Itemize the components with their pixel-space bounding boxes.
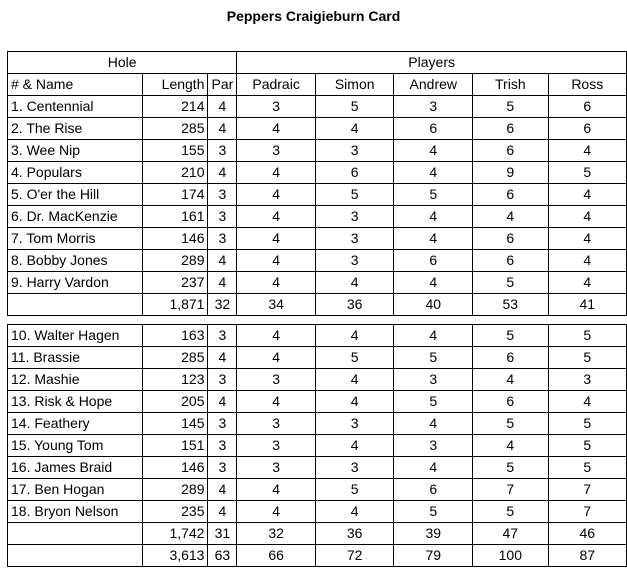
player-score: 4 [315, 118, 394, 140]
player-score: 4 [237, 501, 316, 523]
player-score: 4 [315, 325, 394, 347]
player-score: 4 [548, 272, 626, 294]
hole-row [8, 369, 627, 391]
hole-length: 155 [142, 140, 208, 162]
hole-length: 235 [142, 501, 208, 523]
player-score: 3 [315, 413, 394, 435]
player-score: 7 [548, 479, 626, 501]
player-total: 34 [237, 294, 316, 316]
player-score: 7 [548, 501, 626, 523]
hole-length: 161 [142, 206, 208, 228]
player-score: 4 [548, 206, 626, 228]
player-score: 5 [548, 435, 626, 457]
player-score: 4 [394, 325, 473, 347]
hole-length: 146 [142, 457, 208, 479]
hole-length: 285 [142, 347, 208, 369]
player-total: 47 [473, 523, 548, 545]
hole-name: 11. Brassie [8, 347, 143, 369]
player-score: 6 [473, 118, 548, 140]
player-score: 5 [473, 501, 548, 523]
hole-row [8, 435, 627, 457]
hole-row [8, 501, 627, 523]
player-score: 4 [237, 391, 316, 413]
player-score: 3 [237, 96, 316, 118]
hole-name: 14. Feathery [8, 413, 143, 435]
hole-row [8, 391, 627, 413]
player-header: Andrew [394, 74, 473, 96]
player-score: 6 [548, 118, 626, 140]
player-score: 6 [548, 96, 626, 118]
hole-length: 205 [142, 391, 208, 413]
player-score: 4 [394, 457, 473, 479]
player-score: 4 [394, 206, 473, 228]
player-score: 4 [237, 347, 316, 369]
hole-par: 4 [208, 347, 237, 369]
player-score: 5 [548, 162, 626, 184]
hole-length: 289 [142, 250, 208, 272]
hole-row [8, 457, 627, 479]
player-score: 5 [315, 347, 394, 369]
hole-length: 285 [142, 118, 208, 140]
total-label-cell [8, 523, 143, 545]
player-total: 40 [394, 294, 473, 316]
player-score: 4 [237, 479, 316, 501]
player-score: 5 [473, 457, 548, 479]
player-score: 9 [473, 162, 548, 184]
hole-par: 3 [208, 228, 237, 250]
player-score: 6 [315, 162, 394, 184]
hole-par: 3 [208, 369, 237, 391]
hole-length: 151 [142, 435, 208, 457]
player-total: 36 [315, 294, 394, 316]
back-nine-total-row [8, 523, 627, 545]
hole-par: 3 [208, 140, 237, 162]
player-header: Trish [473, 74, 548, 96]
hole-row [8, 140, 627, 162]
player-score: 5 [473, 325, 548, 347]
player-score: 4 [548, 228, 626, 250]
player-score: 6 [473, 250, 548, 272]
player-score: 4 [548, 184, 626, 206]
player-score: 5 [473, 96, 548, 118]
front-nine-total-row [8, 294, 627, 316]
player-score: 7 [473, 479, 548, 501]
hole-name: 8. Bobby Jones [8, 250, 143, 272]
player-score: 3 [394, 369, 473, 391]
hole-row [8, 96, 627, 118]
player-total: 39 [394, 523, 473, 545]
player-score: 4 [394, 140, 473, 162]
hole-length: 146 [142, 228, 208, 250]
total-length: 1,871 [142, 294, 208, 316]
player-score: 6 [473, 347, 548, 369]
hole-length: 214 [142, 96, 208, 118]
player-score: 3 [548, 369, 626, 391]
hole-name: 13. Risk & Hope [8, 391, 143, 413]
player-score: 4 [237, 250, 316, 272]
player-score: 4 [394, 228, 473, 250]
player-score: 6 [394, 118, 473, 140]
player-score: 4 [394, 413, 473, 435]
total-par: 31 [208, 523, 237, 545]
player-total: 53 [473, 294, 548, 316]
player-score: 6 [473, 391, 548, 413]
hole-length: 163 [142, 325, 208, 347]
player-score: 3 [237, 435, 316, 457]
section-spacer [8, 316, 627, 325]
player-score: 4 [237, 228, 316, 250]
total-length: 3,613 [142, 545, 208, 567]
hole-length: 210 [142, 162, 208, 184]
hole-name: 7. Tom Morris [8, 228, 143, 250]
total-par: 32 [208, 294, 237, 316]
player-score: 3 [315, 206, 394, 228]
hole-length: 174 [142, 184, 208, 206]
player-score: 6 [394, 250, 473, 272]
player-total: 32 [237, 523, 316, 545]
player-score: 5 [548, 347, 626, 369]
hole-name: 4. Populars [8, 162, 143, 184]
column-header-row [8, 74, 627, 96]
hole-name: 5. O'er the Hill [8, 184, 143, 206]
player-total: 100 [473, 545, 548, 567]
hole-row [8, 184, 627, 206]
hole-row [8, 228, 627, 250]
total-label-cell [8, 545, 143, 567]
player-score: 6 [394, 479, 473, 501]
player-header: Ross [548, 74, 626, 96]
hole-par: 3 [208, 184, 237, 206]
player-score: 4 [315, 391, 394, 413]
hole-par: 3 [208, 457, 237, 479]
player-score: 4 [473, 369, 548, 391]
total-length: 1,742 [142, 523, 208, 545]
player-total: 46 [548, 523, 626, 545]
player-score: 3 [237, 457, 316, 479]
hole-par: 3 [208, 413, 237, 435]
player-score: 5 [394, 391, 473, 413]
hole-name: 9. Harry Vardon [8, 272, 143, 294]
hole-row [8, 272, 627, 294]
player-score: 3 [394, 435, 473, 457]
spacer-cell [8, 316, 627, 325]
length-column-header: Length [142, 74, 208, 96]
player-score: 4 [315, 435, 394, 457]
hole-par: 4 [208, 118, 237, 140]
hole-row [8, 206, 627, 228]
total-label-cell [8, 294, 143, 316]
player-total: 41 [548, 294, 626, 316]
player-score: 4 [315, 369, 394, 391]
hole-length: 289 [142, 479, 208, 501]
player-score: 5 [394, 347, 473, 369]
player-total: 87 [548, 545, 626, 567]
player-score: 5 [394, 501, 473, 523]
hole-par: 4 [208, 272, 237, 294]
hole-row [8, 325, 627, 347]
page-title: Peppers Craigieburn Card [226, 8, 401, 24]
hole-par: 3 [208, 435, 237, 457]
hole-group-header: Hole [8, 52, 237, 74]
player-score: 3 [315, 250, 394, 272]
group-header-row [8, 52, 627, 74]
hole-name: 18. Bryon Nelson [8, 501, 143, 523]
player-score: 4 [237, 206, 316, 228]
hole-length: 123 [142, 369, 208, 391]
player-score: 4 [473, 206, 548, 228]
player-score: 6 [473, 228, 548, 250]
hole-name: 10. Walter Hagen [8, 325, 143, 347]
hole-row [8, 347, 627, 369]
player-score: 3 [237, 140, 316, 162]
player-score: 4 [315, 272, 394, 294]
player-score: 5 [473, 413, 548, 435]
player-header: Simon [315, 74, 394, 96]
player-total: 36 [315, 523, 394, 545]
player-score: 5 [394, 184, 473, 206]
hole-par: 4 [208, 501, 237, 523]
hole-row [8, 162, 627, 184]
hole-par: 4 [208, 96, 237, 118]
player-total: 72 [315, 545, 394, 567]
hole-name: 1. Centennial [8, 96, 143, 118]
hole-name: 2. The Rise [8, 118, 143, 140]
player-score: 3 [315, 228, 394, 250]
player-score: 4 [315, 501, 394, 523]
player-score: 5 [315, 184, 394, 206]
player-score: 6 [473, 140, 548, 162]
player-score: 4 [548, 250, 626, 272]
hole-row [8, 479, 627, 501]
player-score: 4 [394, 272, 473, 294]
player-score: 5 [315, 96, 394, 118]
hole-name: 17. Ben Hogan [8, 479, 143, 501]
hole-length: 145 [142, 413, 208, 435]
hole-name: 16. James Braid [8, 457, 143, 479]
player-score: 4 [237, 325, 316, 347]
hole-row [8, 118, 627, 140]
hole-row [8, 250, 627, 272]
player-score: 4 [237, 272, 316, 294]
total-par: 63 [208, 545, 237, 567]
player-score: 5 [548, 325, 626, 347]
player-score: 3 [237, 413, 316, 435]
hole-par: 4 [208, 391, 237, 413]
hole-length: 237 [142, 272, 208, 294]
hole-par: 4 [208, 162, 237, 184]
players-group-header: Players [237, 52, 627, 74]
hole-name: 15. Young Tom [8, 435, 143, 457]
hole-par: 4 [208, 250, 237, 272]
hole-name: 12. Mashie [8, 369, 143, 391]
player-score: 3 [315, 457, 394, 479]
player-score: 4 [237, 118, 316, 140]
name-column-header: # & Name [8, 74, 143, 96]
player-score: 5 [315, 479, 394, 501]
player-score: 5 [548, 457, 626, 479]
player-score: 4 [237, 184, 316, 206]
player-score: 4 [548, 391, 626, 413]
hole-par: 3 [208, 206, 237, 228]
player-score: 4 [394, 162, 473, 184]
player-score: 3 [315, 140, 394, 162]
player-header: Padraic [237, 74, 316, 96]
player-score: 4 [473, 435, 548, 457]
player-total: 79 [394, 545, 473, 567]
player-total: 66 [237, 545, 316, 567]
player-score: 5 [548, 413, 626, 435]
player-score: 4 [548, 140, 626, 162]
player-score: 3 [237, 369, 316, 391]
player-score: 6 [473, 184, 548, 206]
grand-total-row [8, 545, 627, 567]
player-score: 4 [237, 162, 316, 184]
hole-name: 6. Dr. MacKenzie [8, 206, 143, 228]
scorecard-table [7, 51, 627, 567]
hole-name: 3. Wee Nip [8, 140, 143, 162]
player-score: 5 [473, 272, 548, 294]
hole-par: 3 [208, 325, 237, 347]
hole-par: 4 [208, 479, 237, 501]
player-score: 3 [394, 96, 473, 118]
hole-row [8, 413, 627, 435]
par-column-header: Par [208, 74, 237, 96]
